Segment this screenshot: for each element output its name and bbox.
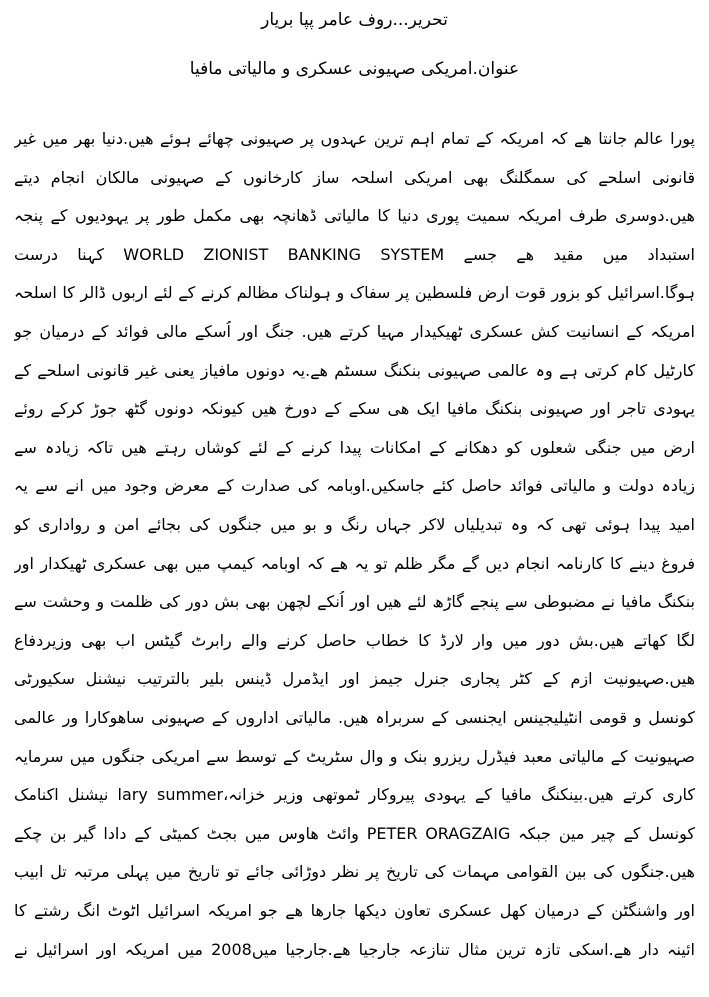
body-text-line: فروغ دینے کا کارنامہ انجام دیں گے مگر ظلم تو یہ ھے کہ اوبامہ کیمپ میں بھی عسکری ٹھیکدار اور [14,553,695,573]
body-text-line: قانونی اسلحے کی سمگلنگ بھی امریکی اسلحہ ساز کارخانوں کے صہیونی مالکان انجام دیتے [14,167,695,187]
body-text-line: کونسل و قومی انٹیلیجینس ایجنسی کے سربراہ ھیں. مالیاتی اداروں کے صہیونی ساھوکارا ور عالمی [14,708,695,727]
article-title: عنوان.امریکی صہیونی عسکری و مالیاتی مافیا [189,59,520,79]
body-text-line: کونسل کے چیر مین جبکہ PETER ORAGZAIG وائٹ ھاوس میں بجٹ کمیٹی کے دادا گیر بن چکے [14,823,695,843]
body-text-line: ائینہ دار ھے.اسکی تازہ ترین مثال تنازعہ جارجیا ھے.جارجیا میں2008 میں امریکہ اور اسرائیل نے [14,939,695,959]
body-text-line: ھیں.دوسری طرف امریکہ سمیت پوری دنیا کا مالیاتی ڈھانچہ بھی مکمل طور پر یہودیوں کے پنجہ [14,206,695,226]
body-text-line: پورا عالم جانتا ھے کہ امریکہ کے تمام اہم ترین عہدوں پر صہیونی چھائے ہوئے ھیں.دنیا بھر میں غیر [14,129,695,148]
body-text-line: امریکہ کے انسانیت کش عسکری ٹھیکیدار مہیا کرتے ھیں. جنگ اور اُسکے مالی فوائد کے درمیان جو [14,322,695,341]
body-text-line: زیادہ دولت و مالیاتی فوائد حاصل کئے جاسکیں.اوبامہ کی صدارت کے معرض وجود میں انے سے یہ [14,476,695,496]
body-text-line: استبداد میں مقید ھے جسے WORLD ZIONIST BANKING SYSTEM کہنا درست [14,244,695,264]
body-text-line: کاری کرتے ھیں.بینکنگ مافیا کے یہودی پیروکار ٹموتھی وزیر خزانہ،lary summer نیشنل اکنامک [14,785,695,805]
body-text-line: لگا کھاتے ھیں.بش دور میں وار لارڈ کا خطاب حاصل کرنے والے رابرٹ گیٹس اب بھی وزیردفاع [14,630,695,650]
body-text-line: اور واشنگٹن کے درمیان کھل عسکری تعاون دیکھا جارھا ھے جو امریکہ اسرائیل اٹوٹ انگ رشتے کا [14,901,695,920]
body-text-line: ھیں.صہیونیت ازم کے کٹر پجاری جنرل جیمز اور ایڈمرل ڈینس بلیر بالترتیب نیشنل سکیورٹی [14,669,695,689]
body-text-line: ہوگا.اسرائیل کو بزور قوت ارض فلسطین پر سفاک و ہولناک مظالم کرنے کے لئے اربوں ڈالر کا اسلحہ [14,283,695,303]
body-text-line: امید پیدا ہوئی تھی کہ وہ تبدیلیاں لاکر جہاں رنگ و بو میں جنگوں کی بجائے امن و رواداری کو [14,515,695,534]
body-text-line: کارٹیل کام کرتی ہے وہ عالمی صہیونی بنکنگ سسٹم ھے.یہ دونوں مافیاز یعنی غیر قانونی اسلحے کے [14,360,695,380]
body-text-line: یہودی تاجر اور صہیونی بنکنگ مافیا ایک ھی سکے کے دورخ ھیں کیونکہ دونوں گٹھ جوڑ کرکے روئے [14,399,695,419]
body-text-line: ھیں.جنگوں کی بین القوامی مہمات کی تاریخ پر نظر دوڑائی جائے تو تاریخ میں پہلی مرتبہ تل ابیب [14,862,695,882]
body-text-line: صہیونیت کے مالیاتی معبد فیڈرل ریزرو بنک و وال سٹریٹ کے توسط سے امریکی جنگوں میں سرمایہ [14,746,695,766]
body-text-line: ارض میں جنگی شعلوں کو دھکانے کے امکانات پیدا کرنے کے لئے کوشاں رہتے ھیں تاکہ زیادہ سے [14,437,695,457]
body-text-line: بنکنگ مافیا نے مضبوطی سے پنجے گاڑھ لئے ھیں اور اُنکے لچھن بھی بش دور کی ظلمت و وحشت سے [14,592,695,612]
author-line: تحریر...روف عامر پپا بریار [261,10,448,30]
